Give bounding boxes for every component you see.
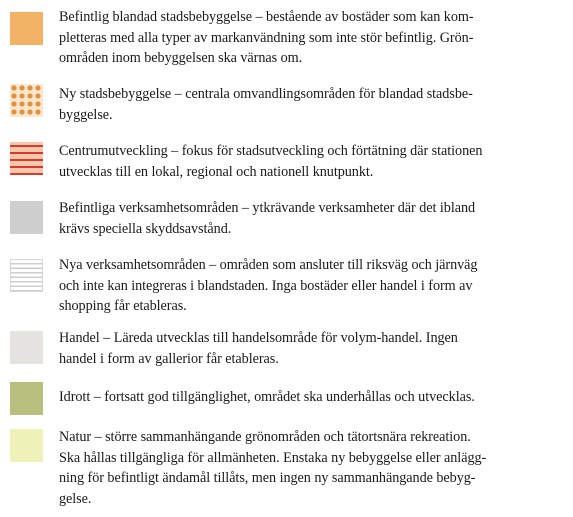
legend-line: shopping får etableras. [59, 298, 187, 314]
legend-line: områden inom bebyggelsen ska värnas om. [59, 50, 303, 66]
legend-line: pletteras med alla typer av markanvändning som inte stör befintlig. Grön- [59, 29, 474, 46]
legend-line: byggelse. [59, 106, 113, 123]
legend-line: utvecklas till en lokal, regional och nationell knutpunkt. [59, 163, 374, 180]
legend-line: Befintliga verksamhetsområden – ytkrävande verksamheter där det ibland [59, 200, 476, 216]
legend-text-existing-mixed [59, 7, 564, 69]
legend-line: Ny stadsbebyggelse – centrala omvandlingsområden för blandad stadsbe- [59, 86, 473, 102]
center-striped-swatch-icon [10, 142, 43, 175]
legend-text-center [59, 141, 564, 182]
nature-swatch-icon [10, 429, 43, 462]
legend-line: Befintlig blandad stadsbebyggelse – bestående av bostäder som kan kom- [59, 9, 474, 25]
legend-text-new-mixed [59, 84, 564, 125]
sports-swatch-icon [10, 382, 43, 415]
legend-line: Handel – Läreda utvecklas till handelsområde för volym-handel. Ingen [59, 330, 458, 346]
existing-industry-swatch-icon [10, 201, 43, 234]
legend-line: Centrumutveckling – fokus för stadsutveckling och förtätning där stationen [59, 143, 483, 159]
legend-text-existing-industry [59, 198, 564, 239]
new-mixed-dotted-swatch-icon [10, 84, 43, 117]
legend-line: Nya verksamhetsområden – områden som ansluter till riksväg och järnväg [59, 257, 478, 273]
retail-swatch-icon [10, 331, 43, 364]
new-industry-striped-swatch-icon [10, 259, 43, 292]
legend-line: Idrott – fortsatt god tillgänglighet, området ska underhållas och utvecklas. [59, 389, 475, 405]
legend-line: handel i form av gallerior får etableras. [59, 350, 279, 367]
legend-line: och inte kan integreras i blandstaden. Inga bostäder eller handel i form av [59, 277, 473, 294]
legend-line: Ska hållas tillgängliga för allmänheten. Enstaka ny bebyggelse eller anlägg- [59, 449, 487, 466]
legend-text-sports [59, 387, 564, 408]
legend-text-new-industry [59, 255, 564, 317]
legend-line: ning för befintligt ändamål tillåts, men ingen ny sammanhängande bebyg- [59, 470, 476, 486]
legend-text-nature [59, 427, 564, 509]
legend-line: krävs speciella skyddsavstånd. [59, 220, 232, 237]
legend-line: gelse. [59, 490, 92, 507]
legend-line: Natur – större sammanhängande grönområden och tätortsnära rekreation. [59, 429, 471, 445]
legend-text-retail [59, 328, 564, 369]
existing-mixed-swatch-icon [10, 12, 43, 45]
